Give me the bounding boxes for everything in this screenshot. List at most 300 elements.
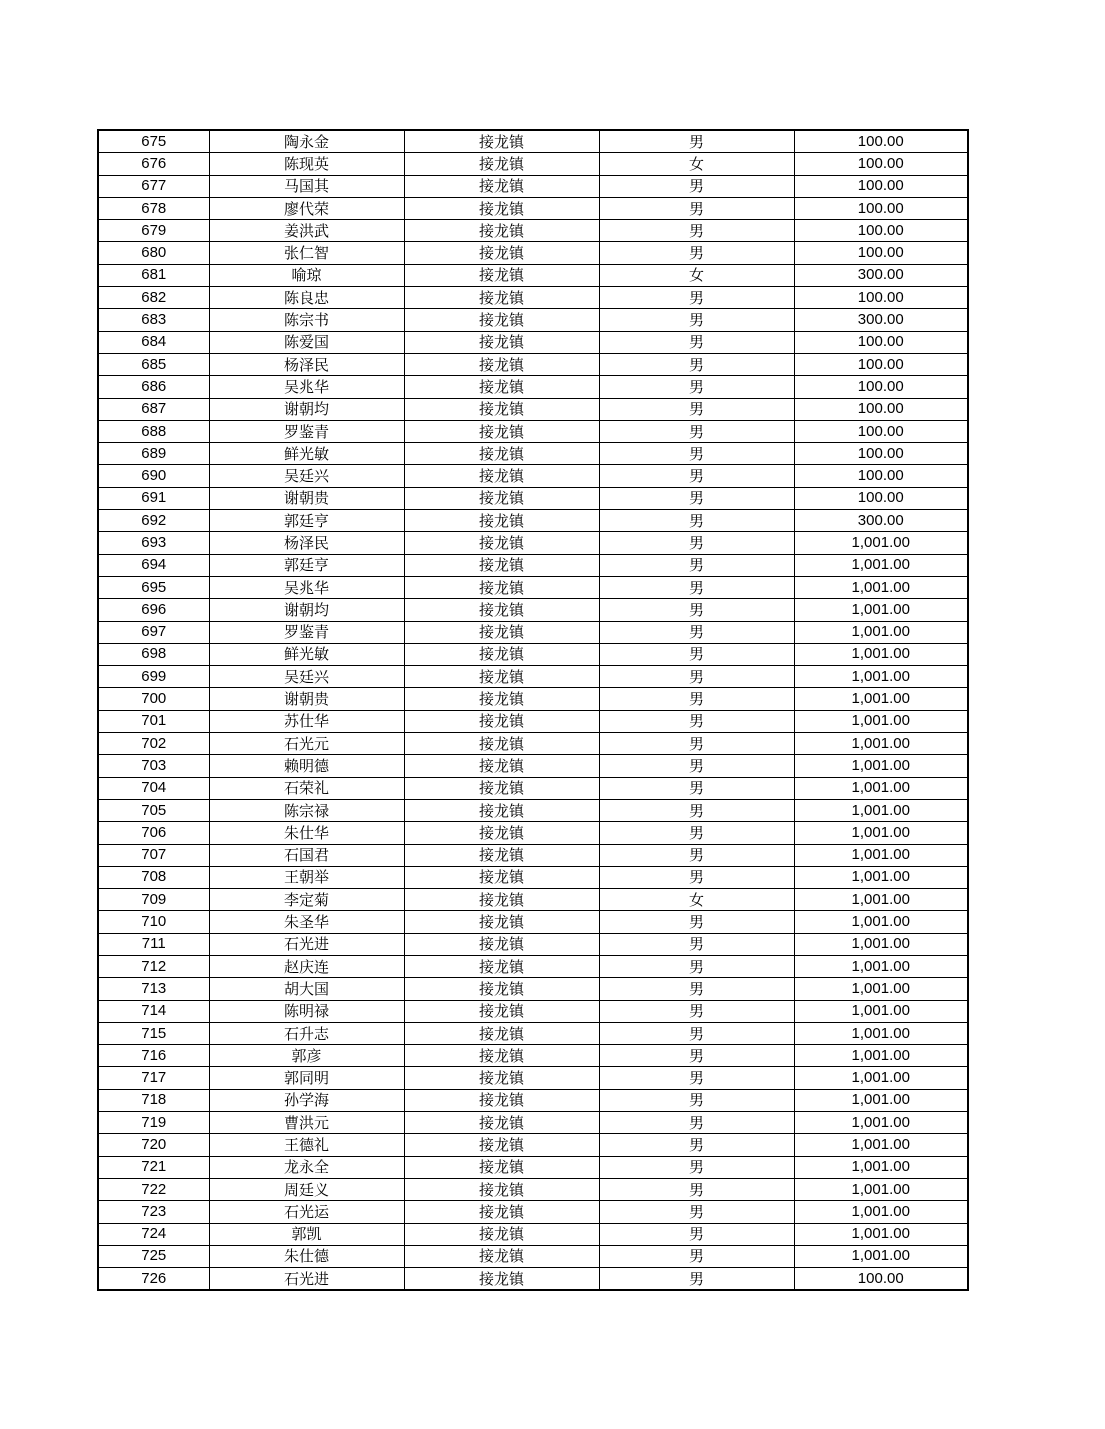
gender-cell: 男 [599, 242, 794, 264]
name-cell: 朱仕德 [209, 1245, 404, 1267]
row-number-cell: 721 [98, 1156, 209, 1178]
row-number-cell: 707 [98, 844, 209, 866]
amount-cell: 100.00 [794, 376, 968, 398]
gender-cell: 男 [599, 1223, 794, 1245]
amount-cell: 1,001.00 [794, 911, 968, 933]
row-number-cell: 697 [98, 621, 209, 643]
name-cell: 廖代荣 [209, 197, 404, 219]
town-cell: 接龙镇 [404, 130, 599, 153]
gender-cell: 男 [599, 733, 794, 755]
row-number-cell: 709 [98, 889, 209, 911]
name-cell: 谢朝贵 [209, 487, 404, 509]
name-cell: 郭同明 [209, 1067, 404, 1089]
name-cell: 朱圣华 [209, 911, 404, 933]
table-row [98, 955, 968, 977]
amount-cell: 1,001.00 [794, 643, 968, 665]
name-cell: 陈良忠 [209, 287, 404, 309]
name-cell: 陈现英 [209, 153, 404, 175]
table-row [98, 710, 968, 732]
table-row [98, 510, 968, 532]
name-cell: 陈明禄 [209, 1000, 404, 1022]
name-cell: 胡大国 [209, 978, 404, 1000]
town-cell: 接龙镇 [404, 643, 599, 665]
gender-cell: 男 [599, 1201, 794, 1223]
table-row [98, 153, 968, 175]
table-row [98, 688, 968, 710]
name-cell: 赵庆连 [209, 955, 404, 977]
name-cell: 杨泽民 [209, 532, 404, 554]
gender-cell: 男 [599, 532, 794, 554]
row-number-cell: 690 [98, 465, 209, 487]
row-number-cell: 725 [98, 1245, 209, 1267]
gender-cell: 男 [599, 1045, 794, 1067]
amount-cell: 1,001.00 [794, 1178, 968, 1200]
name-cell: 罗鉴青 [209, 420, 404, 442]
name-cell: 龙永全 [209, 1156, 404, 1178]
gender-cell: 男 [599, 353, 794, 375]
row-number-cell: 684 [98, 331, 209, 353]
table-row [98, 1112, 968, 1134]
name-cell: 喻琼 [209, 264, 404, 286]
name-cell: 姜洪武 [209, 220, 404, 242]
amount-cell: 100.00 [794, 443, 968, 465]
row-number-cell: 699 [98, 666, 209, 688]
gender-cell: 男 [599, 866, 794, 888]
town-cell: 接龙镇 [404, 866, 599, 888]
town-cell: 接龙镇 [404, 220, 599, 242]
gender-cell: 男 [599, 331, 794, 353]
gender-cell: 男 [599, 420, 794, 442]
name-cell: 郭廷亨 [209, 554, 404, 576]
table-row [98, 933, 968, 955]
town-cell: 接龙镇 [404, 309, 599, 331]
amount-cell: 1,001.00 [794, 1022, 968, 1044]
town-cell: 接龙镇 [404, 1000, 599, 1022]
row-number-cell: 715 [98, 1022, 209, 1044]
town-cell: 接龙镇 [404, 666, 599, 688]
town-cell: 接龙镇 [404, 1067, 599, 1089]
amount-cell: 100.00 [794, 331, 968, 353]
table-row [98, 487, 968, 509]
name-cell: 谢朝均 [209, 599, 404, 621]
gender-cell: 男 [599, 510, 794, 532]
gender-cell: 男 [599, 777, 794, 799]
name-cell: 石升志 [209, 1022, 404, 1044]
town-cell: 接龙镇 [404, 1089, 599, 1111]
town-cell: 接龙镇 [404, 822, 599, 844]
town-cell: 接龙镇 [404, 420, 599, 442]
name-cell: 王朝举 [209, 866, 404, 888]
amount-cell: 300.00 [794, 264, 968, 286]
table-row [98, 331, 968, 353]
name-cell: 谢朝贵 [209, 688, 404, 710]
amount-cell: 1,001.00 [794, 889, 968, 911]
row-number-cell: 719 [98, 1112, 209, 1134]
amount-cell: 1,001.00 [794, 1156, 968, 1178]
amount-cell: 100.00 [794, 287, 968, 309]
town-cell: 接龙镇 [404, 175, 599, 197]
town-cell: 接龙镇 [404, 353, 599, 375]
gender-cell: 男 [599, 398, 794, 420]
name-cell: 吴廷兴 [209, 465, 404, 487]
amount-cell: 1,001.00 [794, 554, 968, 576]
amount-cell: 1,001.00 [794, 1067, 968, 1089]
row-number-cell: 714 [98, 1000, 209, 1022]
gender-cell: 男 [599, 1268, 794, 1291]
town-cell: 接龙镇 [404, 911, 599, 933]
table-row [98, 643, 968, 665]
table-row [98, 1268, 968, 1291]
gender-cell: 男 [599, 465, 794, 487]
name-cell: 张仁智 [209, 242, 404, 264]
table-body [98, 130, 968, 1290]
town-cell: 接龙镇 [404, 621, 599, 643]
name-cell: 曹洪元 [209, 1112, 404, 1134]
table-row [98, 1178, 968, 1200]
gender-cell: 男 [599, 933, 794, 955]
town-cell: 接龙镇 [404, 889, 599, 911]
name-cell: 石光进 [209, 933, 404, 955]
name-cell: 赖明德 [209, 755, 404, 777]
amount-cell: 100.00 [794, 220, 968, 242]
row-number-cell: 687 [98, 398, 209, 420]
table-row [98, 1067, 968, 1089]
row-number-cell: 705 [98, 799, 209, 821]
amount-cell: 1,001.00 [794, 866, 968, 888]
amount-cell: 1,001.00 [794, 799, 968, 821]
amount-cell: 100.00 [794, 153, 968, 175]
gender-cell: 男 [599, 1089, 794, 1111]
name-cell: 朱仕华 [209, 822, 404, 844]
amount-cell: 1,001.00 [794, 1089, 968, 1111]
name-cell: 陈爱国 [209, 331, 404, 353]
gender-cell: 男 [599, 688, 794, 710]
row-number-cell: 723 [98, 1201, 209, 1223]
town-cell: 接龙镇 [404, 264, 599, 286]
name-cell: 石荣礼 [209, 777, 404, 799]
amount-cell: 1,001.00 [794, 933, 968, 955]
gender-cell: 男 [599, 1112, 794, 1134]
town-cell: 接龙镇 [404, 1156, 599, 1178]
row-number-cell: 711 [98, 933, 209, 955]
gender-cell: 女 [599, 264, 794, 286]
gender-cell: 男 [599, 220, 794, 242]
town-cell: 接龙镇 [404, 1045, 599, 1067]
amount-cell: 1,001.00 [794, 1223, 968, 1245]
row-number-cell: 691 [98, 487, 209, 509]
row-number-cell: 696 [98, 599, 209, 621]
row-number-cell: 680 [98, 242, 209, 264]
amount-cell: 100.00 [794, 175, 968, 197]
name-cell: 陈宗禄 [209, 799, 404, 821]
row-number-cell: 702 [98, 733, 209, 755]
table-row [98, 911, 968, 933]
town-cell: 接龙镇 [404, 197, 599, 219]
table-row [98, 978, 968, 1000]
gender-cell: 男 [599, 554, 794, 576]
town-cell: 接龙镇 [404, 1178, 599, 1200]
row-number-cell: 706 [98, 822, 209, 844]
name-cell: 陶永金 [209, 130, 404, 153]
row-number-cell: 683 [98, 309, 209, 331]
row-number-cell: 679 [98, 220, 209, 242]
amount-cell: 1,001.00 [794, 621, 968, 643]
row-number-cell: 694 [98, 554, 209, 576]
name-cell: 吴兆华 [209, 576, 404, 598]
town-cell: 接龙镇 [404, 1134, 599, 1156]
gender-cell: 男 [599, 621, 794, 643]
town-cell: 接龙镇 [404, 755, 599, 777]
row-number-cell: 686 [98, 376, 209, 398]
subsidy-roster-table [97, 129, 969, 1291]
town-cell: 接龙镇 [404, 331, 599, 353]
table-row [98, 532, 968, 554]
row-number-cell: 718 [98, 1089, 209, 1111]
row-number-cell: 681 [98, 264, 209, 286]
amount-cell: 1,001.00 [794, 532, 968, 554]
amount-cell: 300.00 [794, 510, 968, 532]
table-row [98, 599, 968, 621]
amount-cell: 100.00 [794, 1268, 968, 1291]
amount-cell: 1,001.00 [794, 1134, 968, 1156]
town-cell: 接龙镇 [404, 1245, 599, 1267]
town-cell: 接龙镇 [404, 532, 599, 554]
table-row [98, 777, 968, 799]
row-number-cell: 703 [98, 755, 209, 777]
table-row [98, 197, 968, 219]
amount-cell: 1,001.00 [794, 1112, 968, 1134]
town-cell: 接龙镇 [404, 733, 599, 755]
row-number-cell: 689 [98, 443, 209, 465]
town-cell: 接龙镇 [404, 1223, 599, 1245]
name-cell: 石光进 [209, 1268, 404, 1291]
row-number-cell: 682 [98, 287, 209, 309]
gender-cell: 男 [599, 1000, 794, 1022]
name-cell: 马国其 [209, 175, 404, 197]
amount-cell: 1,001.00 [794, 978, 968, 1000]
gender-cell: 男 [599, 287, 794, 309]
table-row [98, 1000, 968, 1022]
name-cell: 鲜光敏 [209, 443, 404, 465]
amount-cell: 1,001.00 [794, 1045, 968, 1067]
town-cell: 接龙镇 [404, 1022, 599, 1044]
table-row [98, 844, 968, 866]
gender-cell: 男 [599, 822, 794, 844]
gender-cell: 男 [599, 576, 794, 598]
name-cell: 王德礼 [209, 1134, 404, 1156]
table-row [98, 554, 968, 576]
table-row [98, 1134, 968, 1156]
gender-cell: 男 [599, 1022, 794, 1044]
name-cell: 郭廷亨 [209, 510, 404, 532]
name-cell: 李定菊 [209, 889, 404, 911]
row-number-cell: 698 [98, 643, 209, 665]
amount-cell: 100.00 [794, 242, 968, 264]
name-cell: 陈宗书 [209, 309, 404, 331]
amount-cell: 300.00 [794, 309, 968, 331]
town-cell: 接龙镇 [404, 242, 599, 264]
amount-cell: 100.00 [794, 197, 968, 219]
row-number-cell: 724 [98, 1223, 209, 1245]
table-row [98, 242, 968, 264]
gender-cell: 男 [599, 955, 794, 977]
row-number-cell: 677 [98, 175, 209, 197]
gender-cell: 男 [599, 309, 794, 331]
name-cell: 周廷义 [209, 1178, 404, 1200]
amount-cell: 100.00 [794, 353, 968, 375]
town-cell: 接龙镇 [404, 710, 599, 732]
gender-cell: 男 [599, 755, 794, 777]
gender-cell: 男 [599, 599, 794, 621]
table-row [98, 733, 968, 755]
town-cell: 接龙镇 [404, 599, 599, 621]
name-cell: 谢朝均 [209, 398, 404, 420]
gender-cell: 男 [599, 1134, 794, 1156]
name-cell: 鲜光敏 [209, 643, 404, 665]
amount-cell: 1,001.00 [794, 1000, 968, 1022]
town-cell: 接龙镇 [404, 978, 599, 1000]
row-number-cell: 710 [98, 911, 209, 933]
amount-cell: 1,001.00 [794, 576, 968, 598]
gender-cell: 男 [599, 643, 794, 665]
amount-cell: 1,001.00 [794, 955, 968, 977]
amount-cell: 1,001.00 [794, 1245, 968, 1267]
town-cell: 接龙镇 [404, 465, 599, 487]
table-row [98, 264, 968, 286]
table-row [98, 420, 968, 442]
name-cell: 苏仕华 [209, 710, 404, 732]
table-row [98, 1022, 968, 1044]
table-row [98, 175, 968, 197]
amount-cell: 1,001.00 [794, 599, 968, 621]
table-row [98, 287, 968, 309]
row-number-cell: 722 [98, 1178, 209, 1200]
amount-cell: 1,001.00 [794, 755, 968, 777]
gender-cell: 男 [599, 197, 794, 219]
town-cell: 接龙镇 [404, 844, 599, 866]
table-row [98, 755, 968, 777]
table-row [98, 1223, 968, 1245]
amount-cell: 1,001.00 [794, 1201, 968, 1223]
table-row [98, 889, 968, 911]
table-row [98, 1089, 968, 1111]
row-number-cell: 704 [98, 777, 209, 799]
town-cell: 接龙镇 [404, 799, 599, 821]
name-cell: 石国君 [209, 844, 404, 866]
gender-cell: 女 [599, 153, 794, 175]
town-cell: 接龙镇 [404, 933, 599, 955]
row-number-cell: 695 [98, 576, 209, 598]
row-number-cell: 692 [98, 510, 209, 532]
town-cell: 接龙镇 [404, 287, 599, 309]
gender-cell: 男 [599, 799, 794, 821]
amount-cell: 1,001.00 [794, 666, 968, 688]
gender-cell: 男 [599, 844, 794, 866]
table-row [98, 621, 968, 643]
row-number-cell: 712 [98, 955, 209, 977]
name-cell: 孙学海 [209, 1089, 404, 1111]
table-row [98, 822, 968, 844]
table-row [98, 309, 968, 331]
gender-cell: 女 [599, 889, 794, 911]
town-cell: 接龙镇 [404, 510, 599, 532]
table-row [98, 1245, 968, 1267]
town-cell: 接龙镇 [404, 153, 599, 175]
amount-cell: 1,001.00 [794, 733, 968, 755]
name-cell: 郭凯 [209, 1223, 404, 1245]
amount-cell: 1,001.00 [794, 822, 968, 844]
row-number-cell: 720 [98, 1134, 209, 1156]
amount-cell: 100.00 [794, 487, 968, 509]
table-row [98, 398, 968, 420]
town-cell: 接龙镇 [404, 554, 599, 576]
gender-cell: 男 [599, 1156, 794, 1178]
town-cell: 接龙镇 [404, 1201, 599, 1223]
gender-cell: 男 [599, 175, 794, 197]
amount-cell: 1,001.00 [794, 777, 968, 799]
amount-cell: 1,001.00 [794, 710, 968, 732]
town-cell: 接龙镇 [404, 777, 599, 799]
town-cell: 接龙镇 [404, 688, 599, 710]
table-row [98, 1156, 968, 1178]
table-row [98, 866, 968, 888]
gender-cell: 男 [599, 487, 794, 509]
row-number-cell: 685 [98, 353, 209, 375]
amount-cell: 1,001.00 [794, 844, 968, 866]
row-number-cell: 713 [98, 978, 209, 1000]
row-number-cell: 678 [98, 197, 209, 219]
town-cell: 接龙镇 [404, 443, 599, 465]
table-row [98, 130, 968, 153]
amount-cell: 100.00 [794, 398, 968, 420]
name-cell: 杨泽民 [209, 353, 404, 375]
name-cell: 吴廷兴 [209, 666, 404, 688]
table-row [98, 666, 968, 688]
gender-cell: 男 [599, 130, 794, 153]
table-row [98, 220, 968, 242]
row-number-cell: 716 [98, 1045, 209, 1067]
row-number-cell: 688 [98, 420, 209, 442]
town-cell: 接龙镇 [404, 1268, 599, 1291]
gender-cell: 男 [599, 911, 794, 933]
row-number-cell: 717 [98, 1067, 209, 1089]
gender-cell: 男 [599, 376, 794, 398]
town-cell: 接龙镇 [404, 487, 599, 509]
gender-cell: 男 [599, 666, 794, 688]
table-row [98, 353, 968, 375]
table-row [98, 443, 968, 465]
town-cell: 接龙镇 [404, 576, 599, 598]
table-row [98, 465, 968, 487]
table-row [98, 576, 968, 598]
table-row [98, 376, 968, 398]
amount-cell: 100.00 [794, 465, 968, 487]
row-number-cell: 700 [98, 688, 209, 710]
name-cell: 郭彦 [209, 1045, 404, 1067]
row-number-cell: 726 [98, 1268, 209, 1291]
table-row [98, 1201, 968, 1223]
gender-cell: 男 [599, 1067, 794, 1089]
row-number-cell: 701 [98, 710, 209, 732]
row-number-cell: 708 [98, 866, 209, 888]
gender-cell: 男 [599, 1178, 794, 1200]
gender-cell: 男 [599, 443, 794, 465]
table-row [98, 1045, 968, 1067]
row-number-cell: 693 [98, 532, 209, 554]
gender-cell: 男 [599, 710, 794, 732]
name-cell: 罗鉴青 [209, 621, 404, 643]
row-number-cell: 676 [98, 153, 209, 175]
